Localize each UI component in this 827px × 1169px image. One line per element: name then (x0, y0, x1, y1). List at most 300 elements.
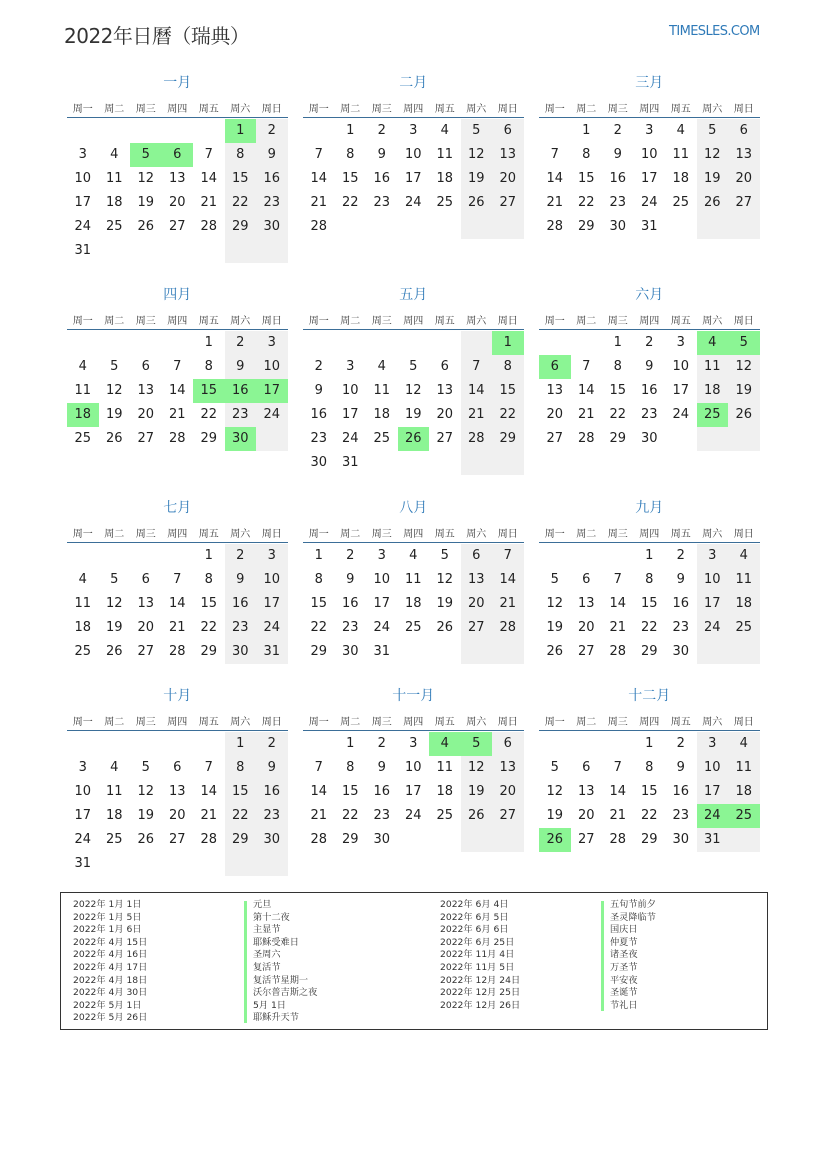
day-cell: 30 (231, 644, 249, 659)
day-cell: 19 (436, 596, 454, 611)
day-cell: 4 (739, 548, 748, 563)
day-cell: 20 (168, 808, 186, 823)
day-cell: 4 (409, 548, 418, 563)
holiday-day-cell: 25 (697, 403, 729, 427)
day-cell: 21 (310, 195, 328, 210)
day-cell: 27 (499, 808, 517, 823)
day-cell: 15 (231, 784, 249, 799)
day-cell: 20 (436, 407, 454, 422)
weekday-header: 周二 (104, 104, 125, 115)
day-cell: 25 (105, 219, 123, 234)
day-cell: 26 (137, 219, 155, 234)
day-cell: 14 (310, 171, 328, 186)
day-cell: 11 (105, 171, 123, 186)
weekday-header: 周日 (733, 104, 754, 115)
day-cell: 20 (499, 171, 517, 186)
weekday-header: 周三 (135, 717, 156, 728)
day-cell: 15 (231, 171, 249, 186)
holiday-day-cell: 18 (67, 403, 99, 427)
holiday-day-cell: 17 (256, 379, 288, 403)
day-cell: 24 (74, 219, 92, 234)
day-cell: 6 (472, 548, 481, 563)
weekday-header: 周四 (639, 316, 660, 327)
day-cell: 7 (314, 760, 323, 775)
day-cell: 3 (78, 760, 87, 775)
day-cell: 22 (200, 407, 218, 422)
day-cell: 20 (467, 596, 485, 611)
day-cell: 28 (168, 431, 186, 446)
holiday-name: 主显节 (253, 924, 281, 936)
day-cell: 16 (231, 596, 249, 611)
holiday-name: 沃尔普吉斯之夜 (253, 987, 318, 999)
day-cell: 29 (577, 219, 595, 234)
day-cell: 2 (377, 736, 386, 751)
day-cell: 25 (735, 620, 753, 635)
day-cell: 6 (739, 123, 748, 138)
day-cell: 23 (263, 808, 281, 823)
day-cell: 3 (708, 736, 717, 751)
day-cell: 23 (341, 620, 359, 635)
day-cell: 9 (613, 147, 622, 162)
site-brand-link[interactable]: TIMESLES.COM (669, 24, 760, 39)
weekday-header: 周五 (198, 316, 219, 327)
holiday-day-cell: 26 (398, 427, 430, 451)
holiday-name: 复活节星期一 (253, 974, 309, 986)
holiday-day-cell: 5 (130, 143, 162, 167)
day-cell: 11 (74, 596, 92, 611)
day-cell: 23 (672, 620, 690, 635)
day-cell: 11 (735, 760, 753, 775)
day-cell: 2 (267, 123, 276, 138)
weekday-header: 周五 (670, 104, 691, 115)
weekday-header: 周二 (340, 316, 361, 327)
day-cell: 14 (577, 383, 595, 398)
weekday-header: 周日 (261, 529, 282, 540)
day-cell: 31 (640, 219, 658, 234)
day-cell: 16 (263, 171, 281, 186)
day-cell: 6 (440, 359, 449, 374)
day-cell: 6 (173, 760, 182, 775)
day-cell: 18 (436, 784, 454, 799)
day-cell: 12 (105, 596, 123, 611)
weekday-header: 周三 (371, 104, 392, 115)
day-cell: 2 (676, 548, 685, 563)
day-cell: 26 (703, 195, 721, 210)
month-header-rule (67, 542, 288, 543)
month-block (539, 685, 760, 885)
day-cell: 5 (472, 123, 481, 138)
day-cell: 23 (231, 620, 249, 635)
day-cell: 7 (204, 760, 213, 775)
day-cell: 27 (577, 832, 595, 847)
weekday-header: 周四 (639, 104, 660, 115)
day-cell: 29 (231, 832, 249, 847)
day-cell: 24 (373, 620, 391, 635)
holiday-marker-bar (601, 901, 604, 1011)
day-cell: 3 (645, 123, 654, 138)
day-cell: 27 (735, 195, 753, 210)
weekday-header: 周二 (340, 717, 361, 728)
day-cell: 13 (137, 383, 155, 398)
day-cell: 7 (204, 147, 213, 162)
day-cell: 22 (640, 620, 658, 635)
weekday-header: 周五 (670, 316, 691, 327)
day-cell: 29 (640, 832, 658, 847)
day-cell: 24 (672, 407, 690, 422)
holiday-date: 2022年 6月 5日 (440, 911, 509, 923)
day-cell: 9 (676, 760, 685, 775)
day-cell: 26 (546, 644, 564, 659)
day-cell: 19 (404, 407, 422, 422)
day-cell: 8 (645, 572, 654, 587)
day-cell: 19 (546, 620, 564, 635)
day-cell: 21 (499, 596, 517, 611)
day-cell: 12 (546, 596, 564, 611)
day-cell: 11 (404, 572, 422, 587)
day-cell: 15 (609, 383, 627, 398)
day-cell: 2 (346, 548, 355, 563)
day-cell: 29 (609, 431, 627, 446)
day-cell: 7 (503, 548, 512, 563)
day-cell: 4 (110, 760, 119, 775)
day-cell: 20 (499, 784, 517, 799)
day-cell: 10 (341, 383, 359, 398)
weekday-header: 周一 (72, 104, 93, 115)
day-cell: 8 (503, 359, 512, 374)
day-cell: 27 (137, 644, 155, 659)
day-cell: 17 (404, 171, 422, 186)
holiday-date: 2022年 5月 1日 (73, 999, 142, 1011)
day-cell: 8 (346, 760, 355, 775)
weekday-header: 周二 (104, 717, 125, 728)
month-block (67, 284, 288, 484)
weekday-header: 周六 (466, 717, 487, 728)
day-cell: 18 (735, 596, 753, 611)
day-cell: 7 (314, 147, 323, 162)
day-cell: 23 (310, 431, 328, 446)
day-cell: 13 (436, 383, 454, 398)
month-header-rule (303, 329, 524, 330)
day-cell: 5 (550, 760, 559, 775)
day-cell: 18 (105, 195, 123, 210)
holiday-name: 仲夏节 (610, 936, 638, 948)
day-cell: 22 (200, 620, 218, 635)
day-cell: 12 (703, 147, 721, 162)
month-title: 八月 (399, 500, 428, 516)
day-cell: 22 (231, 195, 249, 210)
weekday-header: 周一 (308, 316, 329, 327)
month-block (303, 685, 524, 885)
month-block (67, 497, 288, 697)
day-cell: 10 (703, 760, 721, 775)
month-title: 十月 (163, 688, 192, 704)
day-cell: 3 (676, 335, 685, 350)
day-cell: 24 (404, 195, 422, 210)
holiday-name: 复活节 (253, 961, 281, 973)
day-cell: 4 (78, 359, 87, 374)
day-cell: 18 (703, 383, 721, 398)
day-cell: 1 (346, 123, 355, 138)
weekday-header: 周日 (497, 717, 518, 728)
day-cell: 31 (373, 644, 391, 659)
day-cell: 21 (310, 808, 328, 823)
day-cell: 4 (110, 147, 119, 162)
day-cell: 10 (373, 572, 391, 587)
day-cell: 13 (168, 784, 186, 799)
day-cell: 30 (640, 431, 658, 446)
day-cell: 6 (582, 572, 591, 587)
day-cell: 2 (236, 548, 245, 563)
day-cell: 14 (200, 784, 218, 799)
weekday-header: 周日 (733, 717, 754, 728)
day-cell: 4 (78, 572, 87, 587)
month-header-rule (539, 329, 760, 330)
day-cell: 10 (74, 784, 92, 799)
holiday-day-cell: 6 (539, 355, 571, 379)
day-cell: 15 (200, 596, 218, 611)
day-cell: 1 (645, 548, 654, 563)
day-cell: 1 (613, 335, 622, 350)
weekday-header: 周二 (576, 717, 597, 728)
day-cell: 8 (613, 359, 622, 374)
day-cell: 23 (263, 195, 281, 210)
day-cell: 28 (609, 644, 627, 659)
day-cell: 20 (168, 195, 186, 210)
weekday-header: 周三 (607, 316, 628, 327)
day-cell: 17 (640, 171, 658, 186)
holiday-name: 元旦 (253, 899, 272, 910)
day-cell: 8 (645, 760, 654, 775)
holiday-date: 2022年 4月 17日 (73, 961, 148, 973)
day-cell: 30 (341, 644, 359, 659)
day-cell: 22 (341, 195, 359, 210)
day-cell: 9 (267, 760, 276, 775)
month-title: 四月 (163, 287, 192, 303)
day-cell: 14 (310, 784, 328, 799)
day-cell: 3 (78, 147, 87, 162)
month-header-rule (539, 117, 760, 118)
day-cell: 21 (168, 407, 186, 422)
holiday-date: 2022年 1月 5日 (73, 911, 142, 923)
day-cell: 2 (267, 736, 276, 751)
weekday-header: 周三 (135, 104, 156, 115)
holiday-name: 五旬节前夕 (610, 899, 656, 910)
holiday-date: 2022年 1月 6日 (73, 924, 142, 936)
day-cell: 9 (377, 147, 386, 162)
day-cell: 14 (200, 171, 218, 186)
weekday-header: 周日 (497, 316, 518, 327)
day-cell: 7 (613, 760, 622, 775)
day-cell: 14 (168, 383, 186, 398)
day-cell: 19 (703, 171, 721, 186)
day-cell: 25 (436, 195, 454, 210)
month-header-rule (67, 730, 288, 731)
day-cell: 31 (74, 856, 92, 871)
day-cell: 8 (236, 147, 245, 162)
weekday-header: 周二 (340, 104, 361, 115)
day-cell: 30 (609, 219, 627, 234)
day-cell: 30 (672, 832, 690, 847)
day-cell: 11 (672, 147, 690, 162)
weekday-header: 周三 (135, 529, 156, 540)
holiday-dates-col2 (440, 899, 520, 1012)
day-cell: 24 (341, 431, 359, 446)
day-cell: 3 (409, 123, 418, 138)
month-header-rule (539, 542, 760, 543)
holiday-marker-bar (244, 901, 247, 1023)
holiday-date: 2022年 6月 4日 (440, 899, 509, 910)
weekday-header: 周二 (104, 529, 125, 540)
holiday-name: 第十二夜 (253, 911, 290, 923)
day-cell: 30 (373, 832, 391, 847)
weekday-header: 周五 (434, 104, 455, 115)
day-cell: 14 (609, 596, 627, 611)
holiday-date: 2022年 4月 18日 (73, 974, 148, 986)
day-cell: 17 (74, 808, 92, 823)
day-cell: 2 (613, 123, 622, 138)
weekday-header: 周六 (230, 529, 251, 540)
holiday-name: 诸圣夜 (610, 949, 638, 961)
month-header-rule (67, 329, 288, 330)
day-cell: 19 (105, 620, 123, 635)
day-cell: 17 (672, 383, 690, 398)
day-cell: 23 (373, 808, 391, 823)
day-cell: 29 (499, 431, 517, 446)
day-cell: 28 (168, 644, 186, 659)
day-cell: 25 (436, 808, 454, 823)
day-cell: 16 (310, 407, 328, 422)
day-cell: 21 (467, 407, 485, 422)
day-cell: 22 (499, 407, 517, 422)
weekday-header: 周一 (308, 104, 329, 115)
day-cell: 10 (703, 572, 721, 587)
day-cell: 18 (74, 620, 92, 635)
day-cell: 21 (609, 808, 627, 823)
weekday-header: 周三 (607, 104, 628, 115)
day-cell: 15 (640, 596, 658, 611)
day-cell: 12 (436, 572, 454, 587)
day-cell: 28 (200, 219, 218, 234)
day-cell: 16 (672, 596, 690, 611)
day-cell: 9 (676, 572, 685, 587)
day-cell: 27 (467, 620, 485, 635)
day-cell: 17 (404, 784, 422, 799)
day-cell: 17 (341, 407, 359, 422)
day-cell: 5 (440, 548, 449, 563)
holiday-name: 国庆日 (610, 924, 638, 936)
day-cell: 19 (137, 195, 155, 210)
weekday-header: 周四 (403, 316, 424, 327)
day-cell: 23 (373, 195, 391, 210)
day-cell: 31 (703, 832, 721, 847)
weekday-header: 周六 (702, 717, 723, 728)
holiday-names-col2 (610, 899, 656, 1012)
day-cell: 27 (577, 644, 595, 659)
day-cell: 5 (409, 359, 418, 374)
month-title: 十一月 (392, 688, 435, 704)
day-cell: 11 (74, 383, 92, 398)
month-block (303, 284, 524, 484)
day-cell: 13 (577, 784, 595, 799)
day-cell: 13 (546, 383, 564, 398)
month-block (67, 72, 288, 272)
day-cell: 29 (231, 219, 249, 234)
day-cell: 19 (467, 784, 485, 799)
day-cell: 29 (200, 644, 218, 659)
holiday-date: 2022年 6月 25日 (440, 936, 515, 948)
holiday-day-cell: 5 (461, 732, 493, 756)
day-cell: 13 (577, 596, 595, 611)
day-cell: 21 (546, 195, 564, 210)
day-cell: 20 (546, 407, 564, 422)
weekday-header: 周六 (466, 316, 487, 327)
weekday-header: 周三 (371, 717, 392, 728)
day-cell: 1 (582, 123, 591, 138)
day-cell: 14 (546, 171, 564, 186)
day-cell: 25 (373, 431, 391, 446)
day-cell: 2 (236, 335, 245, 350)
month-block (539, 497, 760, 697)
day-cell: 23 (609, 195, 627, 210)
day-cell: 23 (640, 407, 658, 422)
weekday-header: 周一 (544, 529, 565, 540)
weekday-header: 周三 (135, 316, 156, 327)
day-cell: 4 (676, 123, 685, 138)
holiday-date: 2022年 4月 30日 (73, 987, 148, 999)
day-cell: 17 (703, 596, 721, 611)
day-cell: 17 (74, 195, 92, 210)
weekday-header: 周日 (261, 316, 282, 327)
day-cell: 27 (168, 219, 186, 234)
day-cell: 7 (173, 572, 182, 587)
day-cell: 26 (105, 644, 123, 659)
day-cell: 11 (703, 359, 721, 374)
day-cell: 12 (404, 383, 422, 398)
day-cell: 19 (137, 808, 155, 823)
day-cell: 8 (236, 760, 245, 775)
holiday-date: 2022年 4月 15日 (73, 936, 148, 948)
day-cell: 27 (137, 431, 155, 446)
month-title: 七月 (163, 500, 192, 516)
month-title: 六月 (635, 287, 664, 303)
day-cell: 1 (645, 736, 654, 751)
weekday-header: 周四 (403, 104, 424, 115)
weekday-header: 周一 (308, 529, 329, 540)
day-cell: 13 (499, 760, 517, 775)
day-cell: 21 (168, 620, 186, 635)
day-cell: 3 (267, 335, 276, 350)
month-header-rule (539, 730, 760, 731)
holiday-date: 2022年 4月 16日 (73, 949, 148, 961)
day-cell: 18 (404, 596, 422, 611)
weekday-header: 周四 (167, 316, 188, 327)
day-cell: 10 (263, 572, 281, 587)
day-cell: 28 (609, 832, 627, 847)
day-cell: 24 (263, 620, 281, 635)
weekday-header: 周四 (167, 717, 188, 728)
day-cell: 26 (467, 195, 485, 210)
holiday-date: 2022年 11月 4日 (440, 949, 515, 961)
page-title: 2022年日曆（瑞典） (64, 24, 250, 48)
day-cell: 13 (467, 572, 485, 587)
day-cell: 9 (267, 147, 276, 162)
day-cell: 20 (137, 407, 155, 422)
weekday-header: 周五 (198, 717, 219, 728)
weekday-header: 周六 (230, 104, 251, 115)
day-cell: 13 (137, 596, 155, 611)
day-cell: 11 (105, 784, 123, 799)
month-block (539, 284, 760, 484)
